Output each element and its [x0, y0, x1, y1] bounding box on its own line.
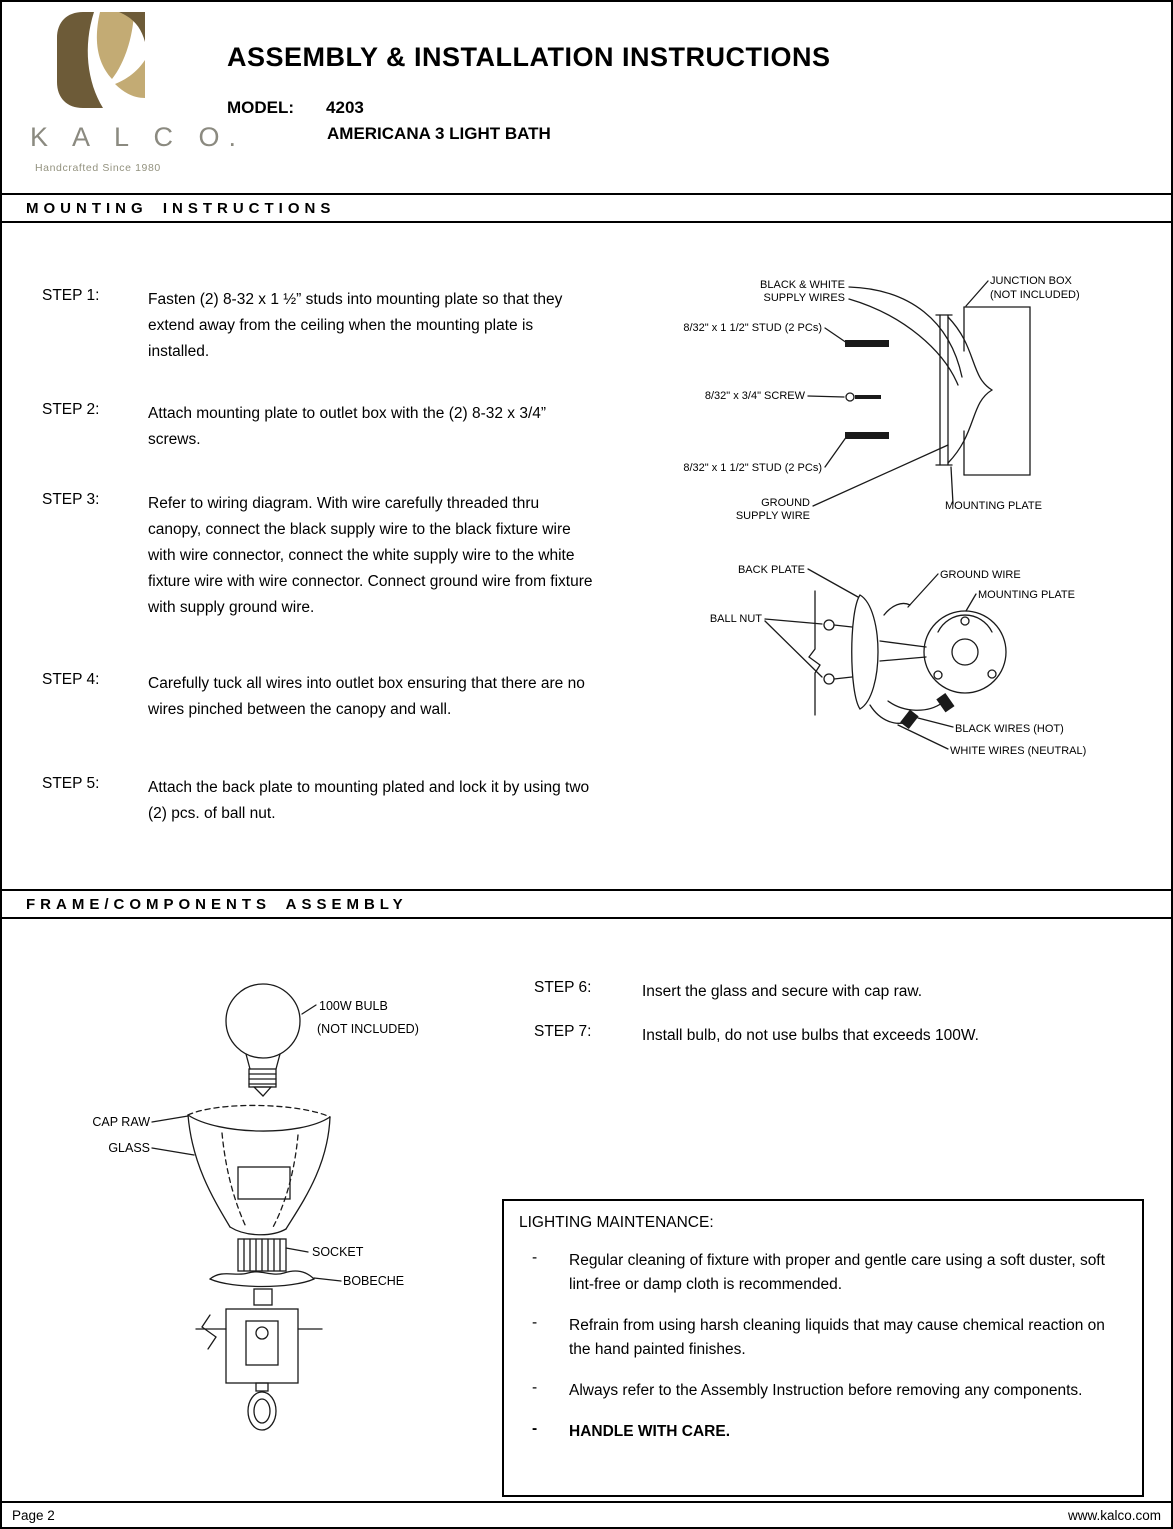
step-4-text: Carefully tuck all wires into outlet box ensuring that there are no wires pinched between the canopy and wall.	[148, 675, 585, 718]
label-screw: 8/32" x 3/4" SCREW	[704, 390, 805, 402]
page-number: Page 2	[12, 1507, 55, 1523]
fixture-diagram-lines	[152, 984, 341, 1430]
frame-components-content	[2, 919, 1171, 1501]
label-white-wires-neutral: WHITE WIRES (NEUTRAL)	[950, 745, 1087, 757]
label-socket: SOCKET	[312, 1245, 364, 1259]
logo-wordmark: K A L C O.	[30, 122, 246, 152]
maintenance-item-3	[519, 1379, 1127, 1403]
maintenance-item-4	[519, 1420, 1127, 1444]
model-row	[227, 98, 364, 118]
frame-steps	[534, 979, 1122, 1067]
step-3	[42, 491, 593, 621]
step-4-label: STEP 4:	[42, 671, 100, 688]
label-black-white-supply-wires-1: BLACK & WHITE	[760, 279, 845, 291]
model-number: 4203	[326, 98, 364, 117]
bullet-dash: -	[532, 1379, 538, 1396]
step-7-label: STEP 7:	[534, 1023, 592, 1040]
maintenance-item-1-text: Regular cleaning of fixture with proper and gentle care using a soft duster, soft lint-free or damp cloth is recommended.	[569, 1252, 1105, 1293]
label-glass: GLASS	[108, 1141, 150, 1155]
label-ground-supply-wire-1: GROUND	[761, 497, 810, 509]
step-2-text: Attach mounting plate to outlet box with the (2) 8-32 x 3/4” screws.	[148, 405, 547, 448]
step-6-label: STEP 6:	[534, 979, 592, 996]
header	[2, 2, 1171, 195]
label-junction-box-2: (NOT INCLUDED)	[990, 289, 1080, 301]
product-name: AMERICANA 3 LIGHT BATH	[327, 124, 551, 143]
step-1-text: Fasten (2) 8-32 x 1 ½” studs into mounting plate so that they extend away from the ceiling when the mounting plate is installed.	[148, 291, 563, 360]
label-stud-top: 8/32" x 1 1/2" STUD (2 PCs)	[683, 322, 822, 334]
junction-box-diagram-lines	[808, 281, 1030, 506]
lighting-maintenance-title: LIGHTING MAINTENANCE:	[519, 1214, 714, 1231]
label-stud-bottom: 8/32" x 1 1/2" STUD (2 PCs)	[683, 462, 822, 474]
label-mounting-plate-2: MOUNTING PLATE	[978, 589, 1075, 601]
logo-tagline: Handcrafted Since 1980	[35, 162, 161, 174]
label-100w-bulb-2: (NOT INCLUDED)	[317, 1022, 419, 1036]
maintenance-item-3-text: Always refer to the Assembly Instruction before removing any components.	[569, 1382, 1083, 1399]
mounting-instructions-section-title: MOUNTING INSTRUCTIONS	[2, 195, 1171, 223]
step-3-label: STEP 3:	[42, 491, 100, 508]
label-ball-nut: BALL NUT	[709, 613, 762, 625]
label-ground-wire: GROUND WIRE	[940, 569, 1021, 581]
fixture-components-diagram	[60, 965, 530, 1455]
step-7-text: Install bulb, do not use bulbs that exceeds 100W.	[642, 1027, 979, 1044]
maintenance-item-1	[519, 1249, 1127, 1297]
label-100w-bulb-1: 100W BULB	[319, 999, 388, 1013]
mounting-instructions-content	[2, 223, 1171, 891]
junction-box-diagram	[652, 259, 1142, 529]
back-plate-diagram	[652, 553, 1142, 803]
step-5-label: STEP 5:	[42, 775, 100, 792]
logo-shape-dark-left	[57, 12, 103, 108]
label-cap-raw: CAP RAW	[92, 1115, 150, 1129]
label-ground-supply-wire-2: SUPPLY WIRE	[735, 510, 810, 522]
maintenance-item-4-text: HANDLE WITH CARE.	[569, 1423, 731, 1440]
step-3-text: Refer to wiring diagram. With wire carefully threaded thru canopy, connect the black supply wire to the black fixture wire with wire connector, connect the white supply wire to the white fixture wire with wire connector. Connect ground wire from fixture with supply ground wire.	[148, 495, 593, 616]
label-junction-box-1: JUNCTION BOX	[990, 275, 1072, 287]
logo-shape-tan-top	[97, 12, 134, 79]
kalco-logo-graphic	[57, 12, 145, 108]
model-label: MODEL:	[227, 98, 295, 117]
bullet-dash: -	[532, 1420, 538, 1437]
page-title: ASSEMBLY & INSTALLATION INSTRUCTIONS	[227, 42, 831, 72]
frame-components-section-title: FRAME/COMPONENTS ASSEMBLY	[2, 891, 1171, 919]
bullet-dash: -	[532, 1314, 538, 1331]
step-5-text: Attach the back plate to mounting plated and lock it by using two (2) pcs. of ball nut.	[148, 779, 590, 822]
website-url: www.kalco.com	[1067, 1507, 1161, 1523]
label-black-white-supply-wires-2: SUPPLY WIRES	[763, 292, 845, 304]
label-bobeche: BOBECHE	[343, 1274, 405, 1288]
step-5	[42, 775, 593, 827]
step-1	[42, 287, 593, 365]
back-plate-diagram-labels	[710, 564, 1086, 757]
label-black-wires-hot: BLACK WIRES (HOT)	[955, 723, 1064, 735]
step-2	[42, 401, 593, 453]
label-back-plate: BACK PLATE	[737, 564, 805, 576]
bullet-dash: -	[532, 1249, 538, 1266]
step-4	[42, 671, 593, 723]
maintenance-item-2-text: Refrain from using harsh cleaning liquids that may cause chemical reaction on the hand painted finishes.	[569, 1317, 1105, 1358]
step-2-label: STEP 2:	[42, 401, 100, 418]
maintenance-item-2	[519, 1314, 1127, 1362]
label-mounting-plate: MOUNTING PLATE	[945, 500, 1042, 512]
step-6-text: Insert the glass and secure with cap raw.	[642, 983, 923, 1000]
footer	[2, 1501, 1171, 1527]
back-plate-diagram-lines	[765, 569, 1006, 749]
step-6	[534, 979, 1122, 1005]
lighting-maintenance-box	[502, 1199, 1144, 1497]
step-7	[534, 1023, 1122, 1049]
step-1-label: STEP 1:	[42, 287, 100, 304]
